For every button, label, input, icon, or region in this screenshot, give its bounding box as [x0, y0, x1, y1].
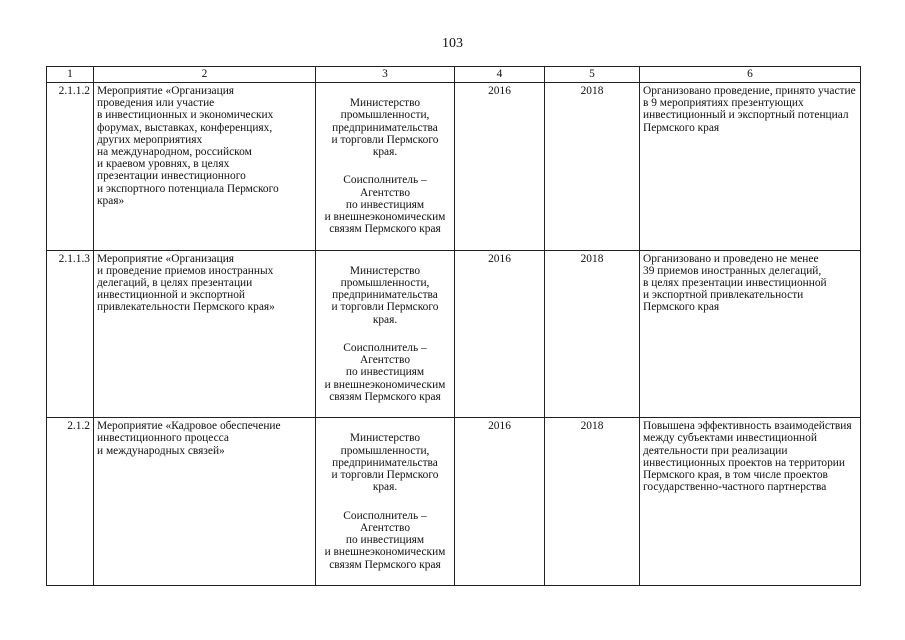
executor-text: Министерство промышленности, предпринимательства и торговли Пермского края.	[331, 432, 439, 494]
table-row	[47, 418, 861, 586]
event-cell: Мероприятие «Организация и проведение приемов иностранных делегаций, в целях презентации инвестиционной и экспортной привлекательности Пермского края»	[94, 250, 316, 418]
event-cell: Мероприятие «Кадровое обеспечение инвестиционного процесса и международных связей»	[94, 418, 316, 586]
row-code: 2.1.1.2	[47, 83, 94, 251]
result-cell: Организовано проведение, принято участие в 9 мероприятиях презентующих инвестиционный и экспортный потенциал Пермского края	[640, 83, 861, 251]
executor-cell	[316, 418, 455, 586]
executor-cell	[316, 250, 455, 418]
end-year: 2018	[545, 250, 640, 418]
end-year: 2018	[545, 418, 640, 586]
page-number: 103	[442, 36, 463, 51]
event-cell: Мероприятие «Организация проведения или участие в инвестиционных и экономических форумах, выставках, конференциях, других мероприятиях на международном, российском и краевом уровнях, в целях презентации инвестиционного и экспортного потенциала Пермского края»	[94, 83, 316, 251]
executor-cell	[316, 83, 455, 251]
column-header: 6	[640, 67, 861, 83]
result-cell: Повышена эффективность взаимодействия между субъектами инвестиционной деятельности при реализации инвестиционных проектов на территории Пермского края, в том числе проектов государственно-частного партнерства	[640, 418, 861, 586]
start-year: 2016	[455, 250, 545, 418]
column-header: 3	[316, 67, 455, 83]
coexecutor-text: Соисполнитель – Агентство по инвестициям и внешнеэкономическим связям Пермского края	[324, 174, 446, 236]
coexecutor-text: Соисполнитель – Агентство по инвестициям и внешнеэкономическим связям Пермского края	[324, 509, 446, 571]
table-row	[47, 83, 861, 251]
result-cell: Организовано и проведено не менее 39 приемов иностранных делегаций, в целях презентации инвестиционной и экспортной привлекательности Пермского края	[640, 250, 861, 418]
column-header: 1	[47, 67, 94, 83]
measures-table	[46, 66, 861, 586]
start-year: 2016	[455, 418, 545, 586]
end-year: 2018	[545, 83, 640, 251]
column-header: 4	[455, 67, 545, 83]
start-year: 2016	[455, 83, 545, 251]
executor-text: Министерство промышленности, предпринимательства и торговли Пермского края.	[331, 264, 439, 326]
table-row	[47, 250, 861, 418]
column-header: 5	[545, 67, 640, 83]
row-code: 2.1.2	[47, 418, 94, 586]
row-code: 2.1.1.3	[47, 250, 94, 418]
coexecutor-text: Соисполнитель – Агентство по инвестициям и внешнеэкономическим связям Пермского края	[324, 342, 446, 403]
column-header: 2	[94, 67, 316, 83]
executor-text: Министерство промышленности, предпринимательства и торговли Пермского края.	[331, 97, 439, 159]
header-row	[47, 67, 861, 83]
